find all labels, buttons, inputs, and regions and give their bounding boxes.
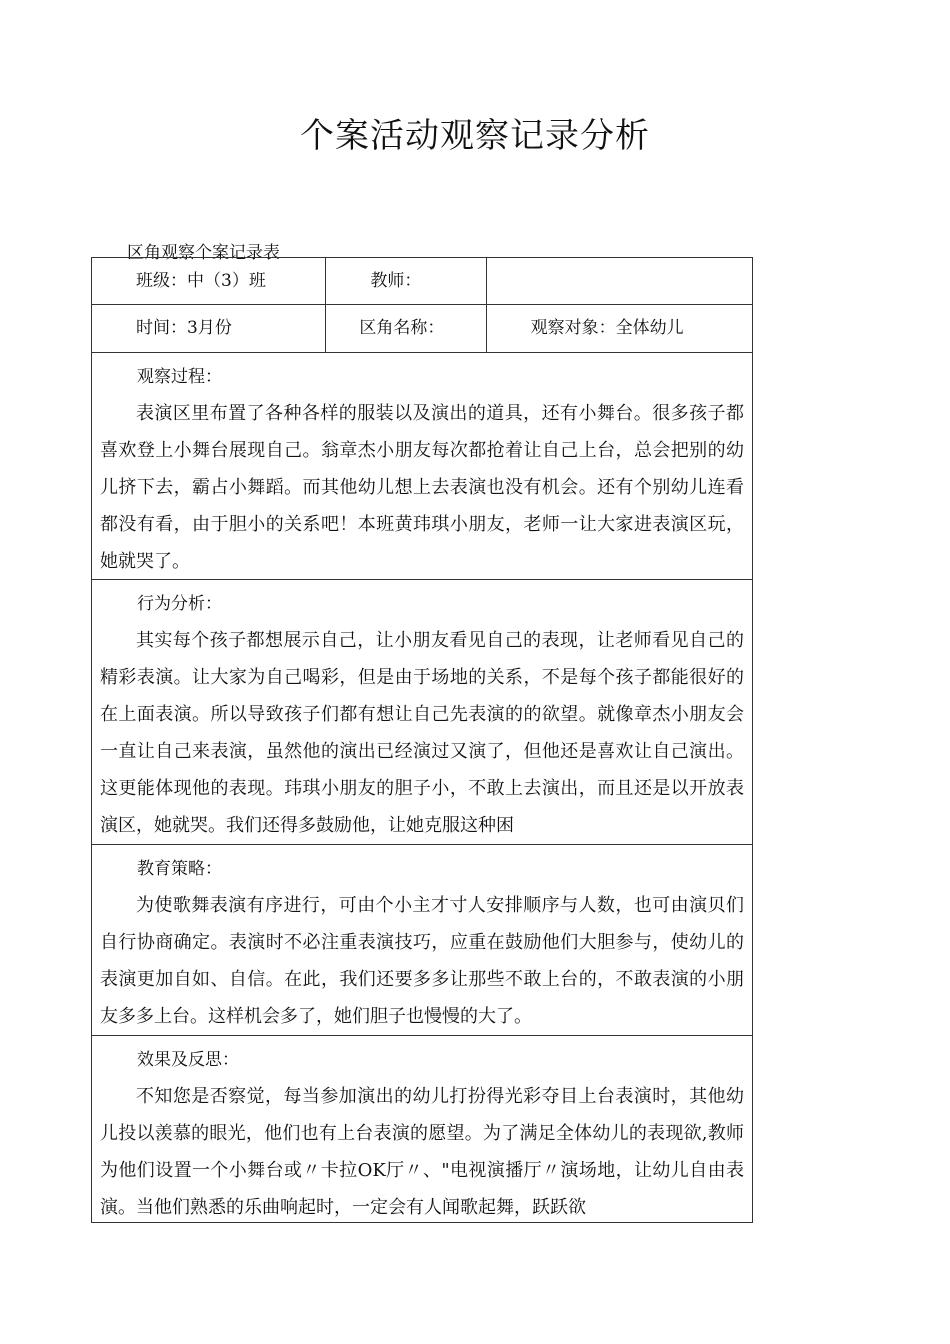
reflection-section xyxy=(92,1036,753,1223)
section-text: 表演区里布置了各种各样的服装以及演出的道具，还有小舞台。很多孩子都喜欢登上小舞台展现自己。翁章杰小朋友每次都抢着让自己上台，总会把别的幼儿挤下去，霸占小舞蹈。而其他幼儿想上去表演也没有机会。还有个别幼儿连看都没有看，由于胆小的关系吧！本班黄玮琪小朋友，老师一让大家进表演区玩，她就哭了。 xyxy=(100,403,744,572)
teacher-label: 教师： xyxy=(326,258,486,305)
observation-section xyxy=(92,353,753,580)
section-heading: 观察过程： xyxy=(137,367,222,387)
page-title: 个案活动观察记录分析 xyxy=(300,116,650,156)
area-cell: 区角名称： xyxy=(326,305,486,353)
analysis-section xyxy=(92,580,753,845)
section-text: 为使歌舞表演有序进行，可由个小主才寸人安排顺序与人数，也可由演贝们自行协商确定。表演时不必注重表演技巧，应重在鼓励他们大胆参与，使幼儿的表演更加自如、自信。在此，我们还要多多让那些不敢上台的，不敢表演的小朋友多多上台。这样机会多了，她们胆子也慢慢的大了。 xyxy=(100,895,744,1027)
teacher-value xyxy=(486,258,752,305)
table-row xyxy=(92,845,753,1036)
table-row xyxy=(92,353,753,580)
class-cell: 班级：中（3）班 xyxy=(92,258,326,305)
record-table xyxy=(91,257,753,1223)
strategy-section xyxy=(92,845,753,1036)
table-caption: 区角观察个案记录表 xyxy=(127,243,280,263)
section-heading: 行为分析： xyxy=(137,594,222,614)
section-heading: 效果及反思： xyxy=(137,1050,239,1070)
section-text: 不知您是否察觉，每当参加演出的幼儿打扮得光彩夺目上台表演时，其他幼儿投以羡慕的眼光，他们也有上台表演的愿望。为了满足全体幼儿的表现欲,教师为他们设置一个小舞台或〃卡拉OK厅〃、"电视演播厅〃演场地，让幼儿自由表演。当他们熟悉的乐曲响起时，一定会有人闻歌起舞，跃跃欲 xyxy=(100,1086,744,1218)
section-heading: 教育策略： xyxy=(137,859,222,879)
section-text: 其实每个孩子都想展示自己，让小朋友看见自己的表现，让老师看见自己的精彩表演。让大家为自己喝彩，但是由于场地的关系，不是每个孩子都能很好的在上面表演。所以导致孩子们都有想让自己先表演的的欲望。就像章杰小朋友会一直让自己来表演，虽然他的演出已经演过又演了，但他还是喜欢让自己演出。这更能体现他的表现。玮琪小朋友的胆子小，不敢上去演出，而且还是以开放表演区，她就哭。我们还得多鼓励他，让她克服这种困 xyxy=(100,630,744,836)
table-row xyxy=(92,1036,753,1223)
table-row xyxy=(92,580,753,845)
table-row xyxy=(92,258,753,305)
subject-cell: 观察对象：全体幼儿 xyxy=(486,305,752,353)
time-cell: 时间：3月份 xyxy=(92,305,326,353)
table-row xyxy=(92,305,753,353)
